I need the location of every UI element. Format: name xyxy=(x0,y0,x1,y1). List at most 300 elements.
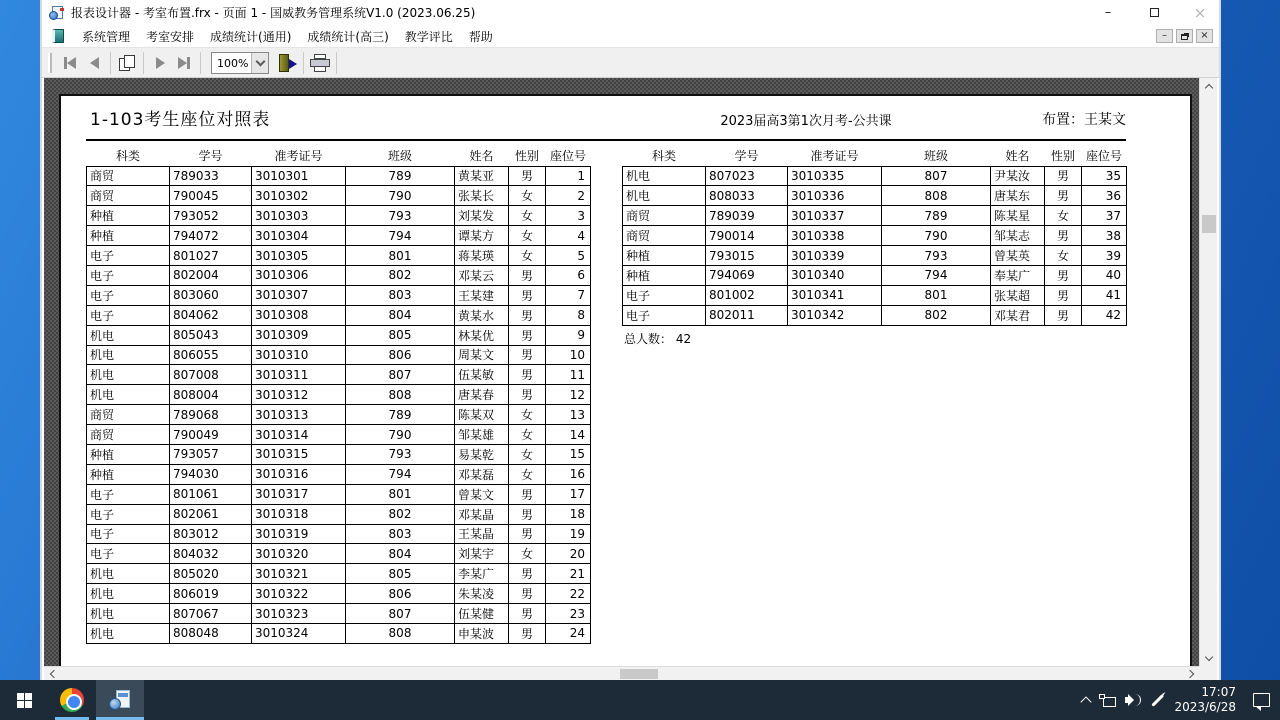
table-cell: 尹某汝 xyxy=(991,166,1045,186)
table-cell: 794069 xyxy=(706,265,788,285)
table-cell: 1 xyxy=(546,166,591,186)
table-row xyxy=(87,425,591,445)
table-cell: 41 xyxy=(1082,285,1127,305)
scroll-left-icon[interactable] xyxy=(44,667,60,680)
table-cell: 种植 xyxy=(87,444,170,464)
table-cell: 7 xyxy=(546,285,591,305)
table-cell: 男 xyxy=(509,285,546,305)
scroll-down-icon[interactable] xyxy=(1200,650,1217,666)
table-cell: 男 xyxy=(509,484,546,504)
table-cell: 14 xyxy=(546,425,591,445)
table-cell: 3010337 xyxy=(788,206,882,226)
table-cell: 806019 xyxy=(170,584,252,604)
table-cell: 806 xyxy=(346,345,455,365)
table-cell: 789068 xyxy=(170,405,252,425)
table-cell: 唐某东 xyxy=(991,186,1045,206)
table-cell: 804032 xyxy=(170,544,252,564)
total-value: 42 xyxy=(675,331,692,346)
print-button[interactable] xyxy=(308,51,332,75)
table-row xyxy=(623,265,1127,285)
table-cell: 朱某凌 xyxy=(455,584,509,604)
table-cell: 807008 xyxy=(170,365,252,385)
table-cell: 女 xyxy=(509,425,546,445)
table-cell: 790049 xyxy=(170,425,252,445)
scroll-right-icon[interactable] xyxy=(1183,667,1199,680)
table-cell: 808004 xyxy=(170,385,252,405)
menu-items xyxy=(74,25,501,48)
table-row xyxy=(87,365,591,385)
table-cell: 805 xyxy=(346,564,455,584)
table-cell: 张某长 xyxy=(455,186,509,206)
toolbar-grip[interactable] xyxy=(48,53,52,73)
table-row xyxy=(623,305,1127,325)
table-cell: 申某波 xyxy=(455,623,509,643)
table-cell: 806 xyxy=(346,584,455,604)
table-cell: 曾某英 xyxy=(991,246,1045,266)
table-cell: 男 xyxy=(509,166,546,186)
table-cell: 邓某云 xyxy=(455,265,509,285)
exit-button[interactable] xyxy=(275,51,299,75)
table-cell: 9 xyxy=(546,325,591,345)
table-cell: 黄某水 xyxy=(455,305,509,325)
table-cell: 机电 xyxy=(87,623,170,643)
table-cell: 陈某星 xyxy=(991,206,1045,226)
table-cell: 3010323 xyxy=(252,604,346,624)
table-cell: 807067 xyxy=(170,604,252,624)
column-header: 姓名 xyxy=(1005,149,1030,164)
table-cell: 803012 xyxy=(170,524,252,544)
header-rule xyxy=(86,139,1126,141)
column-header: 座位号 xyxy=(1085,149,1122,164)
table-cell: 3010342 xyxy=(788,305,882,325)
table-cell: 17 xyxy=(546,484,591,504)
table-cell: 3010341 xyxy=(788,285,882,305)
table-cell: 男 xyxy=(509,325,546,345)
scroll-up-icon[interactable] xyxy=(1200,78,1217,94)
table-cell: 邹某志 xyxy=(991,226,1045,246)
table-cell: 男 xyxy=(509,564,546,584)
table-cell: 男 xyxy=(509,604,546,624)
report-title: 1-103考生座位对照表 xyxy=(90,110,271,130)
table-cell: 3010303 xyxy=(252,206,346,226)
column-header: 座位号 xyxy=(549,149,586,164)
book-icon xyxy=(52,29,64,43)
table-cell: 804062 xyxy=(170,305,252,325)
table-row xyxy=(87,405,591,425)
table-cell: 793 xyxy=(346,444,455,464)
table-cell: 3010322 xyxy=(252,584,346,604)
table-row xyxy=(87,604,591,624)
close-button[interactable]: × xyxy=(1193,3,1207,22)
table-cell: 商贸 xyxy=(623,226,706,246)
table-row xyxy=(87,564,591,584)
table-cell: 804 xyxy=(346,544,455,564)
table-cell: 3010301 xyxy=(252,166,346,186)
table-cell: 18 xyxy=(546,504,591,524)
table-cell: 伍某敏 xyxy=(455,365,509,385)
table-cell: 机电 xyxy=(87,385,170,405)
table-cell: 12 xyxy=(546,385,591,405)
table-cell: 电子 xyxy=(87,544,170,564)
table-row xyxy=(87,305,591,325)
table-cell: 邓某磊 xyxy=(455,464,509,484)
titlebar xyxy=(42,0,1219,25)
table-cell: 808 xyxy=(346,385,455,405)
column-header: 姓名 xyxy=(469,149,494,164)
table-cell: 男 xyxy=(509,524,546,544)
table-cell: 806055 xyxy=(170,345,252,365)
table-cell: 陈某双 xyxy=(455,405,509,425)
table-row xyxy=(87,206,591,226)
table-row xyxy=(623,246,1127,266)
clock-time: 17:07 xyxy=(1201,685,1236,699)
table-cell: 3 xyxy=(546,206,591,226)
table-row xyxy=(87,285,591,305)
table-cell: 3010313 xyxy=(252,405,346,425)
chrome-icon xyxy=(60,688,84,712)
table-cell: 男 xyxy=(1045,186,1082,206)
table-row xyxy=(87,265,591,285)
table-cell: 王某建 xyxy=(455,285,509,305)
table-cell: 3010336 xyxy=(788,186,882,206)
table-cell: 曾某文 xyxy=(455,484,509,504)
network-icon[interactable] xyxy=(1099,694,1116,707)
table-row xyxy=(87,584,591,604)
table-cell: 35 xyxy=(1082,166,1127,186)
table-cell: 3010340 xyxy=(788,265,882,285)
system-tray xyxy=(1082,680,1280,720)
column-header: 准考证号 xyxy=(274,149,323,164)
total-label: 总人数： xyxy=(624,331,673,346)
table-cell: 793057 xyxy=(170,444,252,464)
table-cell: 801027 xyxy=(170,246,252,266)
table-cell: 男 xyxy=(509,623,546,643)
table-cell: 电子 xyxy=(87,285,170,305)
pages-icon[interactable] xyxy=(115,51,139,75)
table-cell: 机电 xyxy=(623,186,706,206)
table-cell: 801 xyxy=(346,246,455,266)
table-row xyxy=(87,484,591,504)
table-cell: 男 xyxy=(1045,305,1082,325)
table-cell: 种植 xyxy=(623,265,706,285)
table-cell: 3010312 xyxy=(252,385,346,405)
table-cell: 女 xyxy=(509,405,546,425)
table-cell: 790 xyxy=(882,226,991,246)
table-cell: 3010324 xyxy=(252,623,346,643)
table-cell: 男 xyxy=(509,265,546,285)
table-cell: 男 xyxy=(509,504,546,524)
table-cell: 种植 xyxy=(623,246,706,266)
table-cell: 电子 xyxy=(623,305,706,325)
table-row xyxy=(623,166,1127,186)
seat-table-left-wrap xyxy=(86,146,592,644)
table-cell: 15 xyxy=(546,444,591,464)
menu-item[interactable]: 成绩统计(高三) xyxy=(307,29,389,44)
mdi-close-button[interactable]: × xyxy=(1196,29,1213,43)
table-cell: 男 xyxy=(1045,285,1082,305)
taskbar-report-designer-button[interactable] xyxy=(96,680,144,720)
menubar xyxy=(42,25,1219,47)
minimize-button[interactable]: – xyxy=(1104,5,1112,20)
table-cell: 790014 xyxy=(706,226,788,246)
table-cell: 商贸 xyxy=(87,425,170,445)
table-cell: 男 xyxy=(1045,265,1082,285)
column-header: 班级 xyxy=(387,149,412,164)
table-cell: 3010319 xyxy=(252,524,346,544)
table-cell: 邹某雄 xyxy=(455,425,509,445)
app-icon xyxy=(49,6,65,20)
table-cell: 张某超 xyxy=(991,285,1045,305)
report-arranger: 布置：王某文 xyxy=(1042,112,1126,128)
table-cell: 794030 xyxy=(170,464,252,484)
table-cell: 黄某亚 xyxy=(455,166,509,186)
table-cell: 女 xyxy=(1045,246,1082,266)
previous-page-button[interactable] xyxy=(82,51,106,75)
table-cell: 808048 xyxy=(170,623,252,643)
table-cell: 周某文 xyxy=(455,345,509,365)
table-row xyxy=(87,464,591,484)
table-cell: 38 xyxy=(1082,226,1127,246)
scrollbar-corner xyxy=(1199,666,1217,680)
menu-item[interactable]: 考室安排 xyxy=(146,29,195,44)
table-cell: 802 xyxy=(346,504,455,524)
taskbar-chrome-button[interactable] xyxy=(48,680,96,720)
column-header: 科类 xyxy=(115,149,140,164)
table-cell: 807 xyxy=(346,604,455,624)
start-button[interactable] xyxy=(0,680,48,720)
table-cell: 种植 xyxy=(87,226,170,246)
table-cell: 商贸 xyxy=(87,186,170,206)
table-cell: 商贸 xyxy=(623,206,706,226)
table-cell: 37 xyxy=(1082,206,1127,226)
table-cell: 男 xyxy=(509,345,546,365)
table-cell: 3010318 xyxy=(252,504,346,524)
column-header: 学号 xyxy=(198,149,223,164)
table-cell: 3010314 xyxy=(252,425,346,445)
table-row xyxy=(87,385,591,405)
table-row xyxy=(623,285,1127,305)
hidden-icons-chevron-icon[interactable] xyxy=(1081,696,1092,707)
table-cell: 801061 xyxy=(170,484,252,504)
table-cell: 机电 xyxy=(87,325,170,345)
table-cell: 20 xyxy=(546,544,591,564)
table-cell: 794 xyxy=(346,464,455,484)
table-cell: 790 xyxy=(346,186,455,206)
mdi-minimize-button[interactable]: – xyxy=(1156,29,1173,43)
table-cell: 机电 xyxy=(87,604,170,624)
table-cell: 女 xyxy=(509,186,546,206)
table-cell: 机电 xyxy=(87,345,170,365)
table-cell: 3010306 xyxy=(252,265,346,285)
horizontal-scrollbar-thumb[interactable] xyxy=(620,669,658,679)
table-cell: 793052 xyxy=(170,206,252,226)
menu-item[interactable]: 帮助 xyxy=(468,29,493,44)
first-page-button[interactable] xyxy=(58,51,82,75)
table-cell: 女 xyxy=(509,246,546,266)
table-cell: 807 xyxy=(346,365,455,385)
table-cell: 790 xyxy=(346,425,455,445)
table-cell: 3010304 xyxy=(252,226,346,246)
table-row xyxy=(623,206,1127,226)
report-subtitle: 2023届高3第1次月考-公共课 xyxy=(720,114,892,129)
table-cell: 23 xyxy=(546,604,591,624)
menu-item[interactable]: 成绩统计(通用) xyxy=(210,29,292,44)
table-cell: 24 xyxy=(546,623,591,643)
table-cell: 807023 xyxy=(706,166,788,186)
table-cell: 11 xyxy=(546,365,591,385)
table-cell: 805020 xyxy=(170,564,252,584)
table-cell: 801 xyxy=(882,285,991,305)
table-cell: 女 xyxy=(509,226,546,246)
seat-table-left xyxy=(86,146,591,644)
table-row xyxy=(87,246,591,266)
table-cell: 电子 xyxy=(87,265,170,285)
vertical-scrollbar-thumb[interactable] xyxy=(1202,215,1216,233)
total-count xyxy=(622,330,1128,347)
table-cell: 808 xyxy=(882,186,991,206)
toolbar xyxy=(42,47,1219,78)
table-cell: 789 xyxy=(346,166,455,186)
column-header: 性别 xyxy=(514,149,539,164)
column-header: 性别 xyxy=(1050,149,1075,164)
table-cell: 10 xyxy=(546,345,591,365)
table-cell: 机电 xyxy=(87,365,170,385)
column-header: 学号 xyxy=(734,149,759,164)
table-row xyxy=(87,226,591,246)
taskbar-clock[interactable] xyxy=(1174,685,1236,715)
table-cell: 3010310 xyxy=(252,345,346,365)
table-cell: 3010308 xyxy=(252,305,346,325)
next-page-button[interactable] xyxy=(148,51,172,75)
table-cell: 机电 xyxy=(623,166,706,186)
report-page xyxy=(59,94,1192,680)
table-cell: 808 xyxy=(346,623,455,643)
report-designer-window xyxy=(40,0,1221,680)
maximize-button[interactable] xyxy=(1143,2,1165,24)
table-cell: 22 xyxy=(546,584,591,604)
table-row xyxy=(623,186,1127,206)
pen-icon[interactable] xyxy=(1152,694,1164,706)
table-cell: 电子 xyxy=(87,524,170,544)
table-cell: 804 xyxy=(346,305,455,325)
chevron-down-icon[interactable] xyxy=(251,53,268,73)
table-cell: 3010339 xyxy=(788,246,882,266)
table-cell: 3010320 xyxy=(252,544,346,564)
taskbar xyxy=(0,680,1280,720)
menu-item[interactable]: 系统管理 xyxy=(82,29,131,44)
table-cell: 女 xyxy=(509,464,546,484)
table-cell: 邓某晶 xyxy=(455,504,509,524)
table-cell: 794072 xyxy=(170,226,252,246)
seat-table-right xyxy=(622,146,1127,326)
table-cell: 789039 xyxy=(706,206,788,226)
table-cell: 男 xyxy=(1045,166,1082,186)
table-cell: 3010311 xyxy=(252,365,346,385)
table-cell: 5 xyxy=(546,246,591,266)
table-cell: 36 xyxy=(1082,186,1127,206)
table-cell: 13 xyxy=(546,405,591,425)
table-cell: 801 xyxy=(346,484,455,504)
table-row xyxy=(87,345,591,365)
mdi-restore-button[interactable] xyxy=(1176,29,1193,43)
zoom-combobox[interactable] xyxy=(211,52,269,74)
report-designer-icon xyxy=(109,690,131,710)
volume-icon[interactable] xyxy=(1125,693,1141,707)
table-cell: 3010317 xyxy=(252,484,346,504)
table-row xyxy=(87,444,591,464)
table-cell: 机电 xyxy=(87,584,170,604)
table-row xyxy=(87,504,591,524)
vertical-scrollbar[interactable] xyxy=(1199,78,1217,666)
table-cell: 王某晶 xyxy=(455,524,509,544)
table-cell: 3010321 xyxy=(252,564,346,584)
table-cell: 李某广 xyxy=(455,564,509,584)
table-cell: 790045 xyxy=(170,186,252,206)
table-row xyxy=(87,623,591,643)
table-cell: 男 xyxy=(509,584,546,604)
horizontal-scrollbar[interactable] xyxy=(44,666,1199,680)
table-cell: 803060 xyxy=(170,285,252,305)
table-cell: 6 xyxy=(546,265,591,285)
table-cell: 40 xyxy=(1082,265,1127,285)
table-cell: 蒋某瑛 xyxy=(455,246,509,266)
table-cell: 793 xyxy=(346,206,455,226)
last-page-button[interactable] xyxy=(172,51,196,75)
table-cell: 3010335 xyxy=(788,166,882,186)
table-cell: 21 xyxy=(546,564,591,584)
table-cell: 商贸 xyxy=(87,405,170,425)
table-cell: 女 xyxy=(509,206,546,226)
table-cell: 种植 xyxy=(87,206,170,226)
table-cell: 伍某健 xyxy=(455,604,509,624)
table-cell: 803 xyxy=(346,524,455,544)
table-cell: 3010309 xyxy=(252,325,346,345)
table-cell: 男 xyxy=(1045,226,1082,246)
menu-item[interactable]: 教学评比 xyxy=(404,29,453,44)
table-cell: 4 xyxy=(546,226,591,246)
table-cell: 谭某方 xyxy=(455,226,509,246)
table-cell: 商贸 xyxy=(87,166,170,186)
table-cell: 刘某宇 xyxy=(455,544,509,564)
table-cell: 电子 xyxy=(87,484,170,504)
table-cell: 林某优 xyxy=(455,325,509,345)
table-cell: 男 xyxy=(509,305,546,325)
table-cell: 802004 xyxy=(170,265,252,285)
table-cell: 电子 xyxy=(87,305,170,325)
table-cell: 805 xyxy=(346,325,455,345)
table-cell: 易某乾 xyxy=(455,444,509,464)
table-row xyxy=(87,166,591,186)
table-cell: 机电 xyxy=(87,564,170,584)
seat-table-right-wrap xyxy=(622,146,1128,347)
table-cell: 42 xyxy=(1082,305,1127,325)
action-center-icon[interactable] xyxy=(1253,693,1270,707)
table-cell: 794 xyxy=(346,226,455,246)
table-cell: 808033 xyxy=(706,186,788,206)
table-cell: 807 xyxy=(882,166,991,186)
table-cell: 电子 xyxy=(623,285,706,305)
clock-date: 2023/6/28 xyxy=(1174,700,1236,714)
table-cell: 793015 xyxy=(706,246,788,266)
table-cell: 801002 xyxy=(706,285,788,305)
table-cell: 789 xyxy=(882,206,991,226)
window-title: 报表设计器 - 考室布置.frx - 页面 1 - 国威教务管理系统V1.0 (2023.06.25) xyxy=(71,6,476,20)
table-cell: 奉某广 xyxy=(991,265,1045,285)
column-header: 班级 xyxy=(923,149,948,164)
table-cell: 邓某君 xyxy=(991,305,1045,325)
table-cell: 女 xyxy=(509,444,546,464)
column-header: 准考证号 xyxy=(810,149,859,164)
